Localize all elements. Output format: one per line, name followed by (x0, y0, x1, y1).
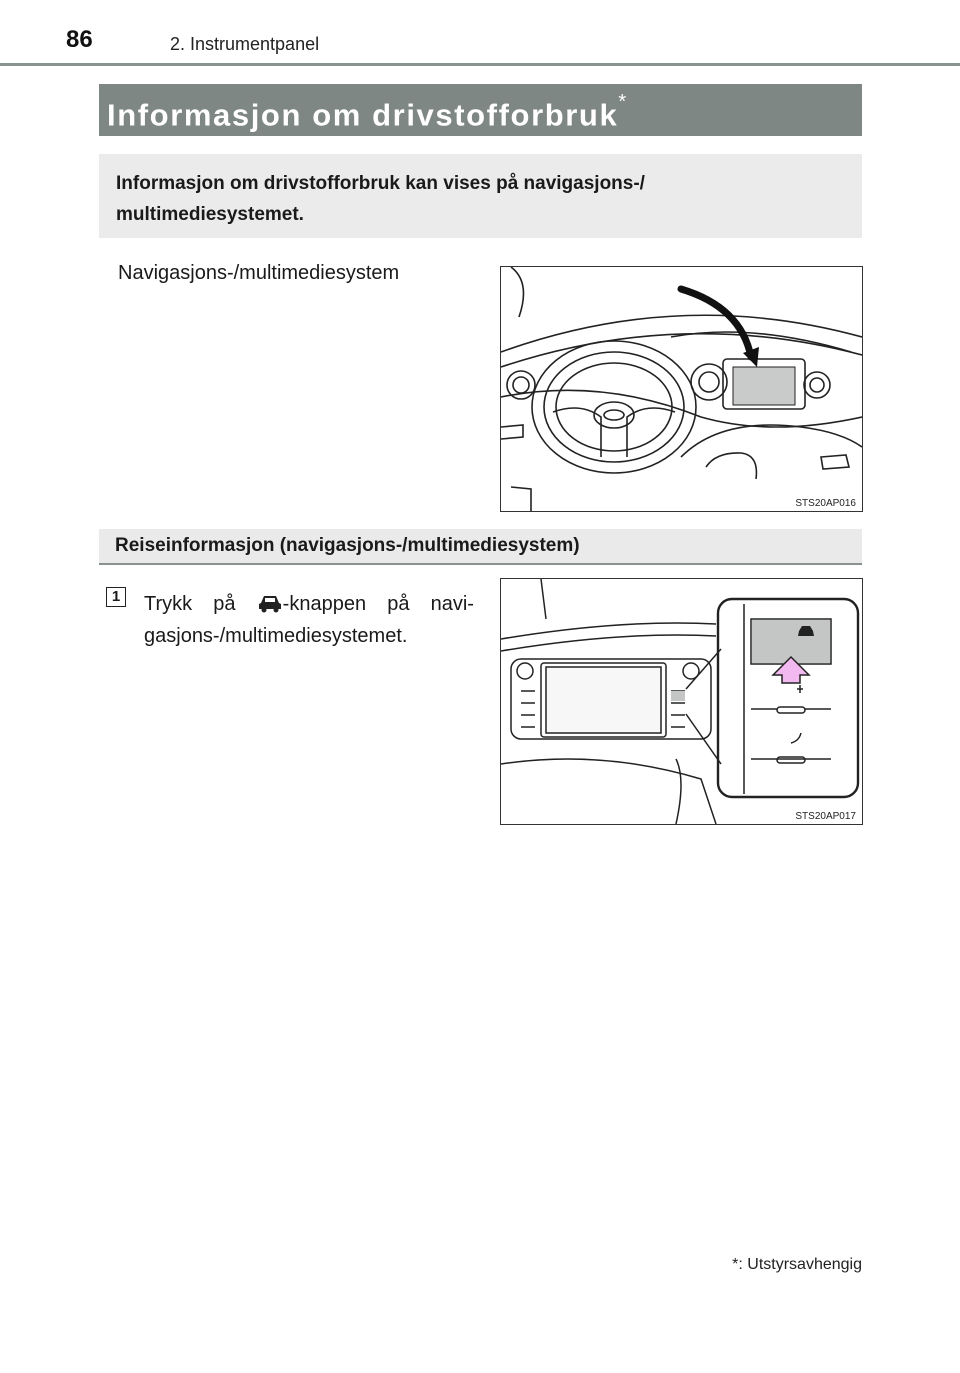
header-divider (0, 63, 960, 66)
step-word: Trykk (144, 593, 193, 615)
step-line-2: gasjons-/multimediesystemet. (144, 625, 408, 647)
step-word: -knappen (282, 593, 367, 615)
car-icon (257, 593, 283, 613)
subsection-title: Reiseinformasjon (navigasjons-/multimediesystem) (99, 529, 862, 565)
chapter-title: 2. Instrumentpanel (170, 34, 320, 54)
dashboard-drawing (501, 267, 862, 511)
intro-line-1: Informasjon om drivstofforbruk kan vises på navigasjons-/ (116, 173, 645, 194)
nav-system-label: Navigasjons-/multimediesystem (118, 262, 400, 284)
page-number: 86 (66, 26, 93, 53)
step-number-badge: 1 (106, 587, 126, 607)
footnote: *: Utstyrsavhengig (732, 1256, 862, 1273)
car-button-ref (257, 588, 366, 620)
step-word: navi- (430, 593, 474, 615)
figure-code: STS20AP016 (795, 498, 856, 509)
multimedia-illustration (500, 578, 863, 825)
figure-code: STS20AP017 (795, 811, 856, 822)
dashboard-illustration (500, 266, 863, 512)
step-instruction (144, 588, 474, 652)
step-word: på (387, 593, 410, 615)
intro-line-2: multimediesystemet. (116, 204, 304, 225)
equipment-mark: * (618, 91, 628, 113)
step-word: på (213, 593, 236, 615)
intro-box (99, 154, 862, 238)
section-title-banner (99, 84, 862, 136)
multimedia-drawing (501, 579, 862, 824)
section-title: Informasjon om drivstofforbruk (107, 97, 619, 133)
